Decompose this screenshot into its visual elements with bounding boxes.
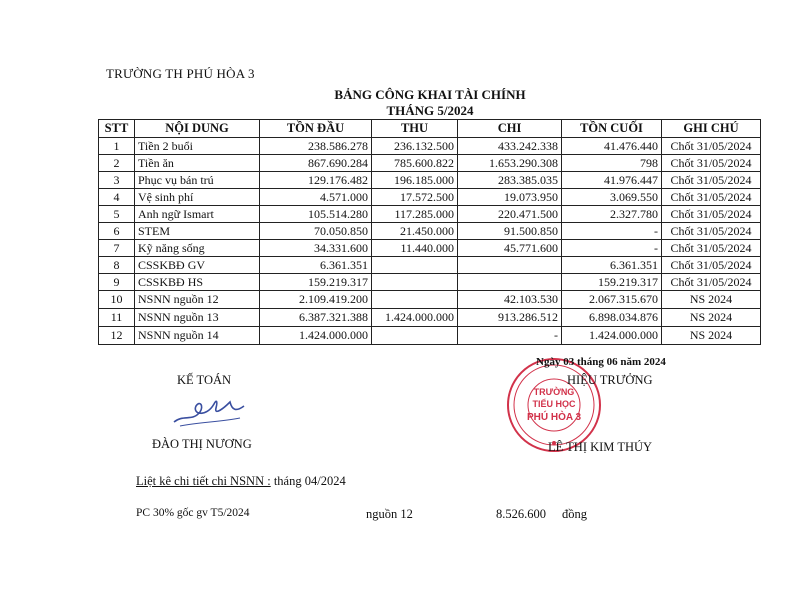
table-cell: Tiền ăn [135,155,260,172]
table-cell: 10 [99,291,135,309]
table-cell: 2 [99,155,135,172]
col-header: STT [99,120,135,138]
detail-item-unit: đồng [562,507,587,521]
accountant-name: ĐÀO THỊ NƯƠNG [152,437,252,451]
table-cell: 867.690.284 [260,155,372,172]
table-cell: 785.600.822 [372,155,458,172]
table-cell: NS 2024 [662,309,761,327]
table-row [99,172,761,189]
table-row [99,240,761,257]
table-cell: 6.361.351 [260,257,372,274]
table-header-row [99,120,761,138]
table-cell: NS 2024 [662,327,761,345]
table-cell: Chốt 31/05/2024 [662,155,761,172]
table-cell: 6.387.321.388 [260,309,372,327]
table-cell: 159.219.317 [562,274,662,291]
accountant-title: KẾ TOÁN [177,373,232,387]
table-cell: 12 [99,327,135,345]
school-name: TRƯỜNG TH PHÚ HÒA 3 [106,66,255,81]
finance-table [98,119,761,345]
table-cell: 2.067.315.670 [562,291,662,309]
table-cell: NSNN nguồn 13 [135,309,260,327]
table-cell: CSSKBĐ GV [135,257,260,274]
principal-title: HIỆU TRƯỞNG [567,373,653,387]
table-cell [458,257,562,274]
table-cell: Kỹ năng sống [135,240,260,257]
table-cell: 70.050.850 [260,223,372,240]
table-cell: 117.285.000 [372,206,458,223]
detail-period: tháng 04/2024 [273,474,346,488]
table-cell: 159.219.317 [260,274,372,291]
table-cell: 3.069.550 [562,189,662,206]
table-cell: 1.424.000.000 [562,327,662,345]
table-cell: Chốt 31/05/2024 [662,172,761,189]
table-cell: 6.361.351 [562,257,662,274]
table-cell: Chốt 31/05/2024 [662,240,761,257]
table-cell: CSSKBĐ HS [135,274,260,291]
table-cell [372,274,458,291]
col-header: NỘI DUNG [135,120,260,138]
table-cell: 238.586.278 [260,138,372,155]
table-cell: 283.385.035 [458,172,562,189]
seal-text: PHÚ HÒA 3 [526,412,582,423]
table-cell: 5 [99,206,135,223]
table-cell: 8 [99,257,135,274]
detail-item-amount: 8.526.600 [496,507,546,521]
table-cell: Tiền 2 buổi [135,138,260,155]
signature-date: Ngày 03 tháng 06 năm 2024 [536,356,666,368]
table-row [99,257,761,274]
seal-text: TRƯỜNG [533,387,575,397]
accountant-signature-icon [170,392,250,432]
table-cell: 19.073.950 [458,189,562,206]
table-row [99,223,761,240]
table-cell: - [562,240,662,257]
table-row [99,189,761,206]
col-header: THU [372,120,458,138]
table-cell [458,274,562,291]
table-cell: 4.571.000 [260,189,372,206]
table-cell [372,291,458,309]
table-cell: Chốt 31/05/2024 [662,274,761,291]
table-cell: - [562,223,662,240]
table-cell: 7 [99,240,135,257]
table-cell: 4 [99,189,135,206]
table-cell: 6 [99,223,135,240]
table-cell: 1.424.000.000 [260,327,372,345]
table-cell: Phục vụ bán trú [135,172,260,189]
table-cell: 236.132.500 [372,138,458,155]
table-cell: Chốt 31/05/2024 [662,257,761,274]
table-row [99,309,761,327]
table-cell: 2.327.780 [562,206,662,223]
detail-heading-label: Liệt kê chi tiết chi NSNN : [136,474,271,488]
table-cell: NS 2024 [662,291,761,309]
table-cell: 798 [562,155,662,172]
table-row [99,138,761,155]
table-cell: 91.500.850 [458,223,562,240]
seal-text: TIỂU HỌC [532,399,576,409]
table-cell: 21.450.000 [372,223,458,240]
table-row [99,155,761,172]
table-cell: - [458,327,562,345]
table-cell: 105.514.280 [260,206,372,223]
table-cell: NSNN nguồn 14 [135,327,260,345]
col-header: GHI CHÚ [662,120,761,138]
table-cell: 9 [99,274,135,291]
table-cell: 129.176.482 [260,172,372,189]
table-row [99,206,761,223]
col-header: CHI [458,120,562,138]
detail-heading [136,474,346,489]
table-cell: Anh ngữ Ismart [135,206,260,223]
table-cell: STEM [135,223,260,240]
table-cell: Chốt 31/05/2024 [662,223,761,240]
table-cell: NSNN nguồn 12 [135,291,260,309]
table-cell: 17.572.500 [372,189,458,206]
table-cell [372,257,458,274]
col-header: TỒN CUỐI [562,120,662,138]
table-cell: 196.185.000 [372,172,458,189]
table-cell: 220.471.500 [458,206,562,223]
table-cell: Chốt 31/05/2024 [662,206,761,223]
detail-item-source: nguồn 12 [366,507,413,521]
table-cell: 1.653.290.308 [458,155,562,172]
table-cell: 41.976.447 [562,172,662,189]
table-cell: Chốt 31/05/2024 [662,189,761,206]
col-header: TỒN ĐẦU [260,120,372,138]
table-cell: 1.424.000.000 [372,309,458,327]
principal-name: LÊ THỊ KIM THÚY [548,440,653,454]
table-cell: Chốt 31/05/2024 [662,138,761,155]
table-row [99,274,761,291]
table-row [99,291,761,309]
table-cell: 41.476.440 [562,138,662,155]
table-cell: 6.898.034.876 [562,309,662,327]
document-title: BẢNG CÔNG KHAI TÀI CHÍNH [334,87,526,102]
document-month: THÁNG 5/2024 [386,103,474,118]
table-cell: 3 [99,172,135,189]
table-row [99,327,761,345]
table-cell [372,327,458,345]
table-cell: Vệ sinh phí [135,189,260,206]
table-cell: 913.286.512 [458,309,562,327]
table-cell: 45.771.600 [458,240,562,257]
table-cell: 2.109.419.200 [260,291,372,309]
table-cell: 11.440.000 [372,240,458,257]
table-cell: 433.242.338 [458,138,562,155]
table-cell: 34.331.600 [260,240,372,257]
detail-item-desc: PC 30% gốc gv T5/2024 [136,507,250,519]
table-cell: 1 [99,138,135,155]
table-cell: 11 [99,309,135,327]
table-cell: 42.103.530 [458,291,562,309]
